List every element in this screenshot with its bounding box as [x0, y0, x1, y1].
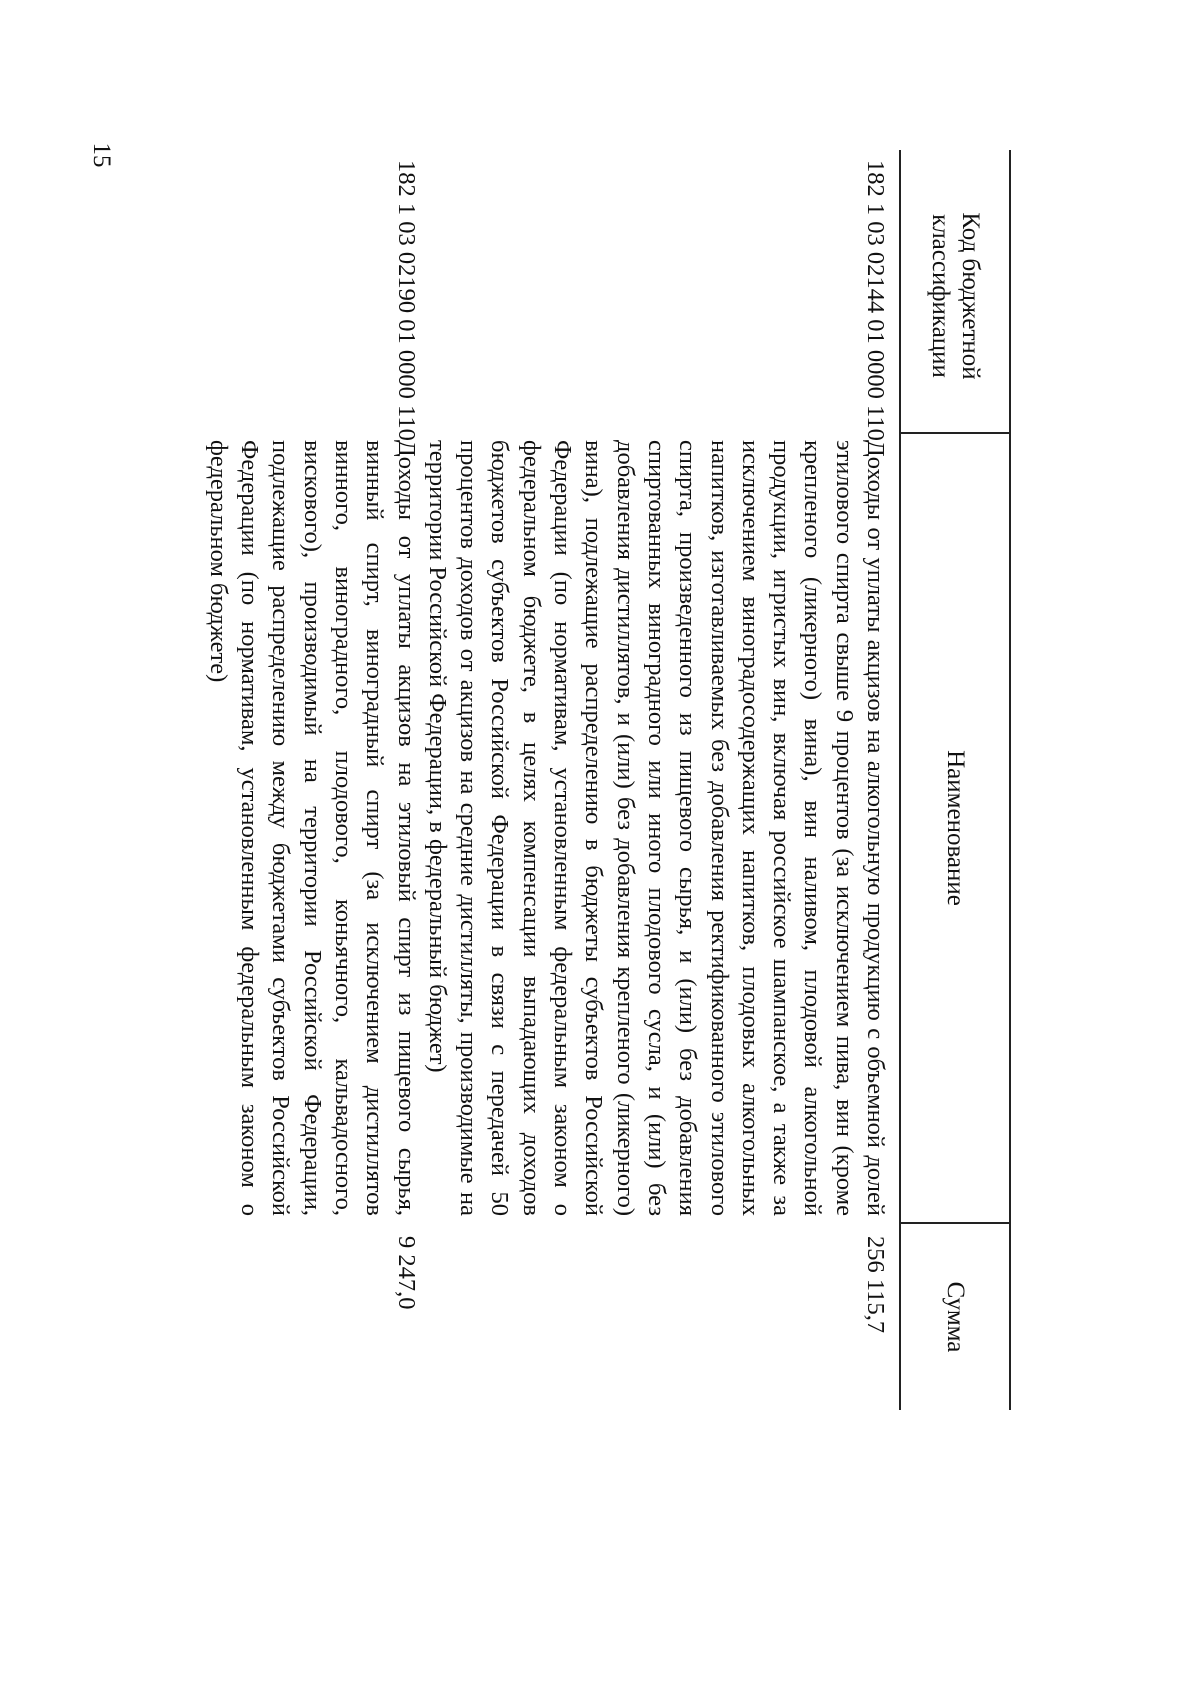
row-1-sum: 256 115,7: [862, 1236, 889, 1334]
page-number: 15: [88, 142, 115, 168]
row-2-name: Доходы от уплаты акцизов на этиловый спирт из пищевого сырья, винный спирт, виноградный спирт (за исключением дистиллятов винного, виноградного, плодового, коньячного, кальвадосного, вискового), производимый на территории Российской Федерации, подлежащие распределению между бюджетами субъектов Российской Федерации (по нормативам, установленным федеральным законом о федеральном бюджете): [204, 440, 420, 1216]
column-header-sum: Сумма: [899, 1222, 1011, 1410]
row-2-code: 182 1 03 02190 01 0000 110: [392, 160, 420, 441]
row-2-sum: 9 247,0: [392, 1236, 420, 1310]
budget-revenue-table: [204, 150, 1011, 1702]
column-header-name: Наименование: [899, 432, 1011, 1222]
row-1-name: Доходы от уплаты акцизов на алкогольную продукцию с объемной долей этилового спирта свыше 9 процентов (за исключением пива, вин (кроме крепленого (ликерного) вина), вин наливом, плодовой алкогольной продукции, игристых вин, включая российское шампанское, а также за исключением виноградосодержащих напитков, плодовых алкогольных напитков, изготавливаемых без добавления ректификованного этилового спирта, произведенного из пищевого сырья, и (или) без добавления спиртованных виноградного или иного плодового сусла, и (или) без добавления дистиллятов, и (или) без добавления крепленого (ликерного) вина), подлежащие распределению в бюджеты субъектов Российской Федерации (по нормативам, установленным федеральным законом о федеральном бюджете, в целях компенсации выпадающих доходов бюджетов субъектов Российской Федерации в связи с передачей 50 процентов доходов от акцизов на средние дистилляты, производимые на территории Российской Федерации, в федеральный бюджет): [423, 440, 889, 1216]
column-header-code: Код бюджетной классификации: [899, 150, 1011, 432]
row-1-code: 182 1 03 02144 01 0000 110: [862, 160, 889, 441]
